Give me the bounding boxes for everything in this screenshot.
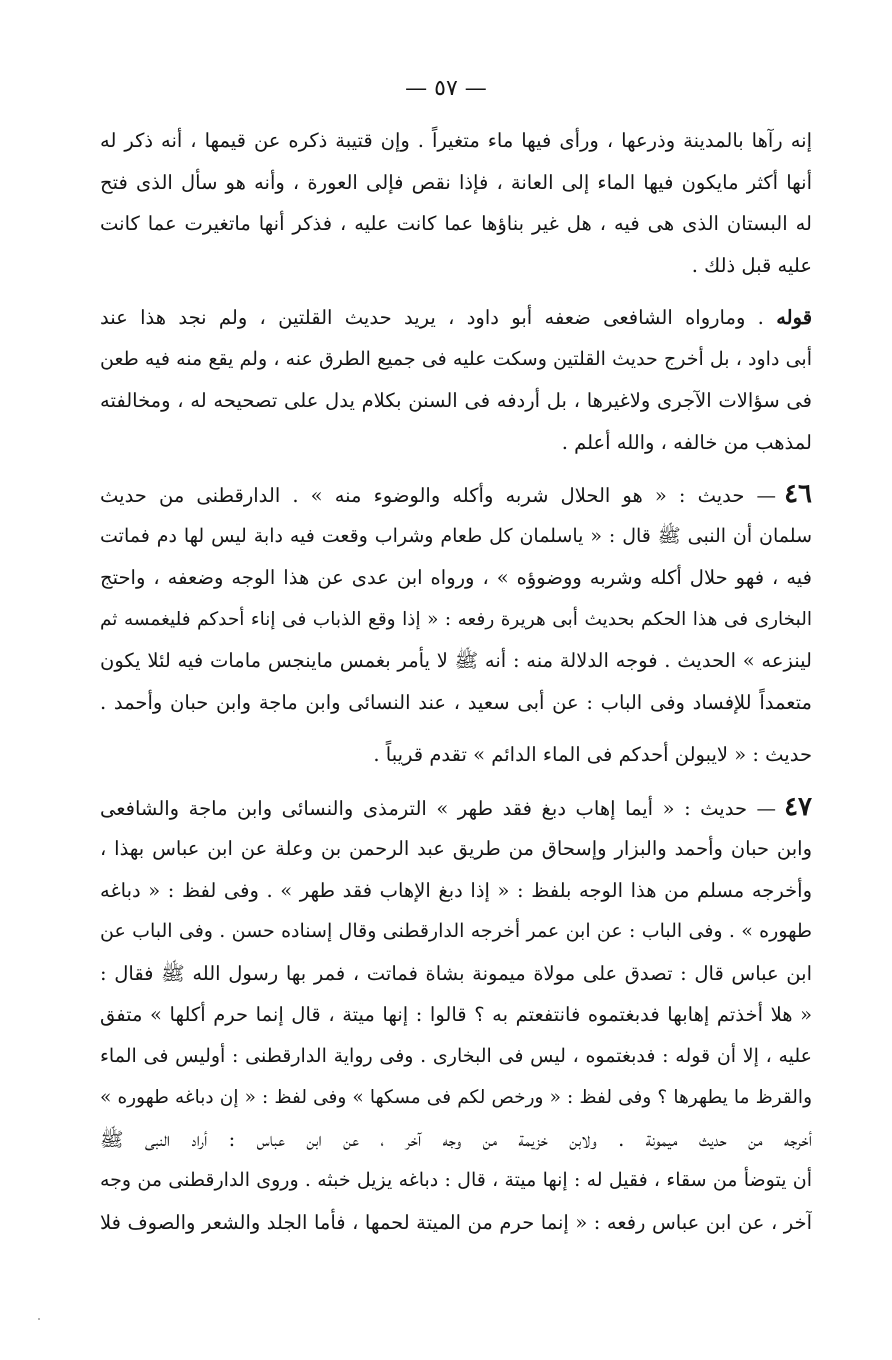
text-line: متعمداً للإفساد وفى الباب : عن أبى سعيد ، عند النسائى وابن ماجة وابن حبان وأحمد . [100, 690, 812, 714]
text-line: فى سؤالات الآجرى ولاغيرها ، بل أردفه فى السنن بكلام يدل على تصحيحه له ، ومخالفته [100, 389, 812, 412]
text-line: وابن حبان وأحمد والبزار وإسحاق من طريق عبد الرحمن بن وعلة عن ابن عباس بهذا ، [100, 837, 812, 860]
text-line: عليه ، إلا أن قوله : فدبغتموه ، ليس فى البخارى . وفى رواية الدارقطنى : أوليس فى الماء [100, 1044, 812, 1067]
entry-number: ٤٦ [784, 479, 812, 509]
text-line: حديث : « لايبولن أحدكم فى الماء الدائم » تقدم قريباً . [373, 743, 812, 766]
text-line: وأخرجه مسلم من هذا الوجه بلفظ : « إذا دبغ الإهاب فقد طهر » . وفى لفظ : « دباغه [100, 878, 812, 902]
paragraph-2 [100, 297, 812, 463]
text-span: . ومارواه الشافعى ضعفه أبو داود ، يريد حديث القلتين ، ولم نجد هذا عند [100, 306, 764, 329]
text-line: ابن عباس قال : تصدق على مولاة ميمونة بشاة فماتت ، فمر بها رسول الله ﷺ فقال : [100, 961, 812, 985]
text-line: أنها أكثر مايكون فيها الماء إلى العانة ، فإذا نقص فإلى العورة ، وأنه هو سأل الذى فتح [100, 170, 812, 194]
text-line: آخر ، عن ابن عباس رفعه : « إنما حرم من الميتة لحمها ، فأما الجلد والشعر والصوف فلا [100, 1210, 812, 1234]
text-line: البخارى فى هذا الحكم بحديث أبى هريرة رفعه : « إذا وقع الذباب فى إناء أحدكم فليغمسه ثم [100, 608, 812, 630]
text-line [100, 297, 812, 339]
text-line: أن يتوضأ من سقاء ، فقيل له : إنها ميتة ، قال : دباغه يزيل خبثه . وروى الدارقطنى من وجه [100, 1169, 812, 1191]
scan-speck [38, 1318, 40, 1320]
text-line: « هلا أخذتم إهابها فدبغتموه فانتفعتم به ؟ قالوا : إنها ميتة ، قال إنما حرم أكلها » متفق [100, 1003, 812, 1026]
text-line: سلمان أن النبى ﷺ قال : « ياسلمان كل طعام وشراب وقعت فيه دابة ليس لها دم فماتت [100, 524, 812, 547]
text-line: أبى داود ، بل أخرج حديث القلتين وسكت عليه فى جميع الطرق عنه ، ولم يقع منه فيه طعن [100, 347, 812, 370]
page-body [100, 120, 812, 1243]
text-line [100, 474, 812, 516]
text-span: — حديث : « أيما إهاب دبغ فقد طهر » الترمذى والنسائى وابن ماجة والشافعى [100, 796, 777, 820]
text-line: أخرجه من حديث ميمونة . ولابن خزيمة من وجه آخر ، عن ابن عباس : أراد النبى ﷺ [100, 1127, 812, 1151]
paragraph-lead-word: قوله [776, 306, 812, 329]
paragraph-4 [100, 734, 812, 776]
paragraph-1 [100, 120, 812, 286]
text-line: لمذهب من خالفه ، والله أعلم . [561, 430, 812, 454]
text-line: إنه رآها بالمدينة وذرعها ، ورأى فيها ماء متغيراً . وإن قتيبة ذكره عن قيمها ، أنه ذكر له [100, 129, 812, 152]
text-line: له البستان الذى هى فيه ، هل غير بناؤها عما كانت عليه ، فذكر أنها ماتغيرت عما كانت [100, 212, 812, 235]
hadith-entry-47 [100, 787, 812, 1244]
text-line: عليه قبل ذلك . [691, 253, 812, 277]
text-line: فيه ، فهو حلال أكله وشربه ووضوؤه » ، ورواه ابن عدى عن هذا الوجه وضعفه ، واحتج [100, 566, 812, 589]
text-line [100, 787, 812, 829]
hadith-entry-46 [100, 474, 812, 723]
page-number: — ٥٧ — [405, 76, 487, 101]
text-line: طهوره » . وفى الباب : عن ابن عمر أخرجه الدارقطنى وقال إسناده حسن . وفى الباب عن [100, 920, 812, 942]
text-span: — حديث : « هو الحلال شربه وأكله والوضوء منه » . الدارقطنى من حديث [100, 484, 777, 507]
text-line: والقرظ ما يطهرها ؟ وفى لفظ : « ورخص لكم فى مسكها » وفى لفظ : « إن دباغه طهوره » [100, 1087, 812, 1108]
text-line: لينزعه » الحديث . فوجه الدلالة منه : أنه ﷺ لا يأمر بغمس ماينجس مامات فيه لئلا يكون [100, 649, 812, 672]
entry-number: ٤٧ [784, 791, 812, 822]
